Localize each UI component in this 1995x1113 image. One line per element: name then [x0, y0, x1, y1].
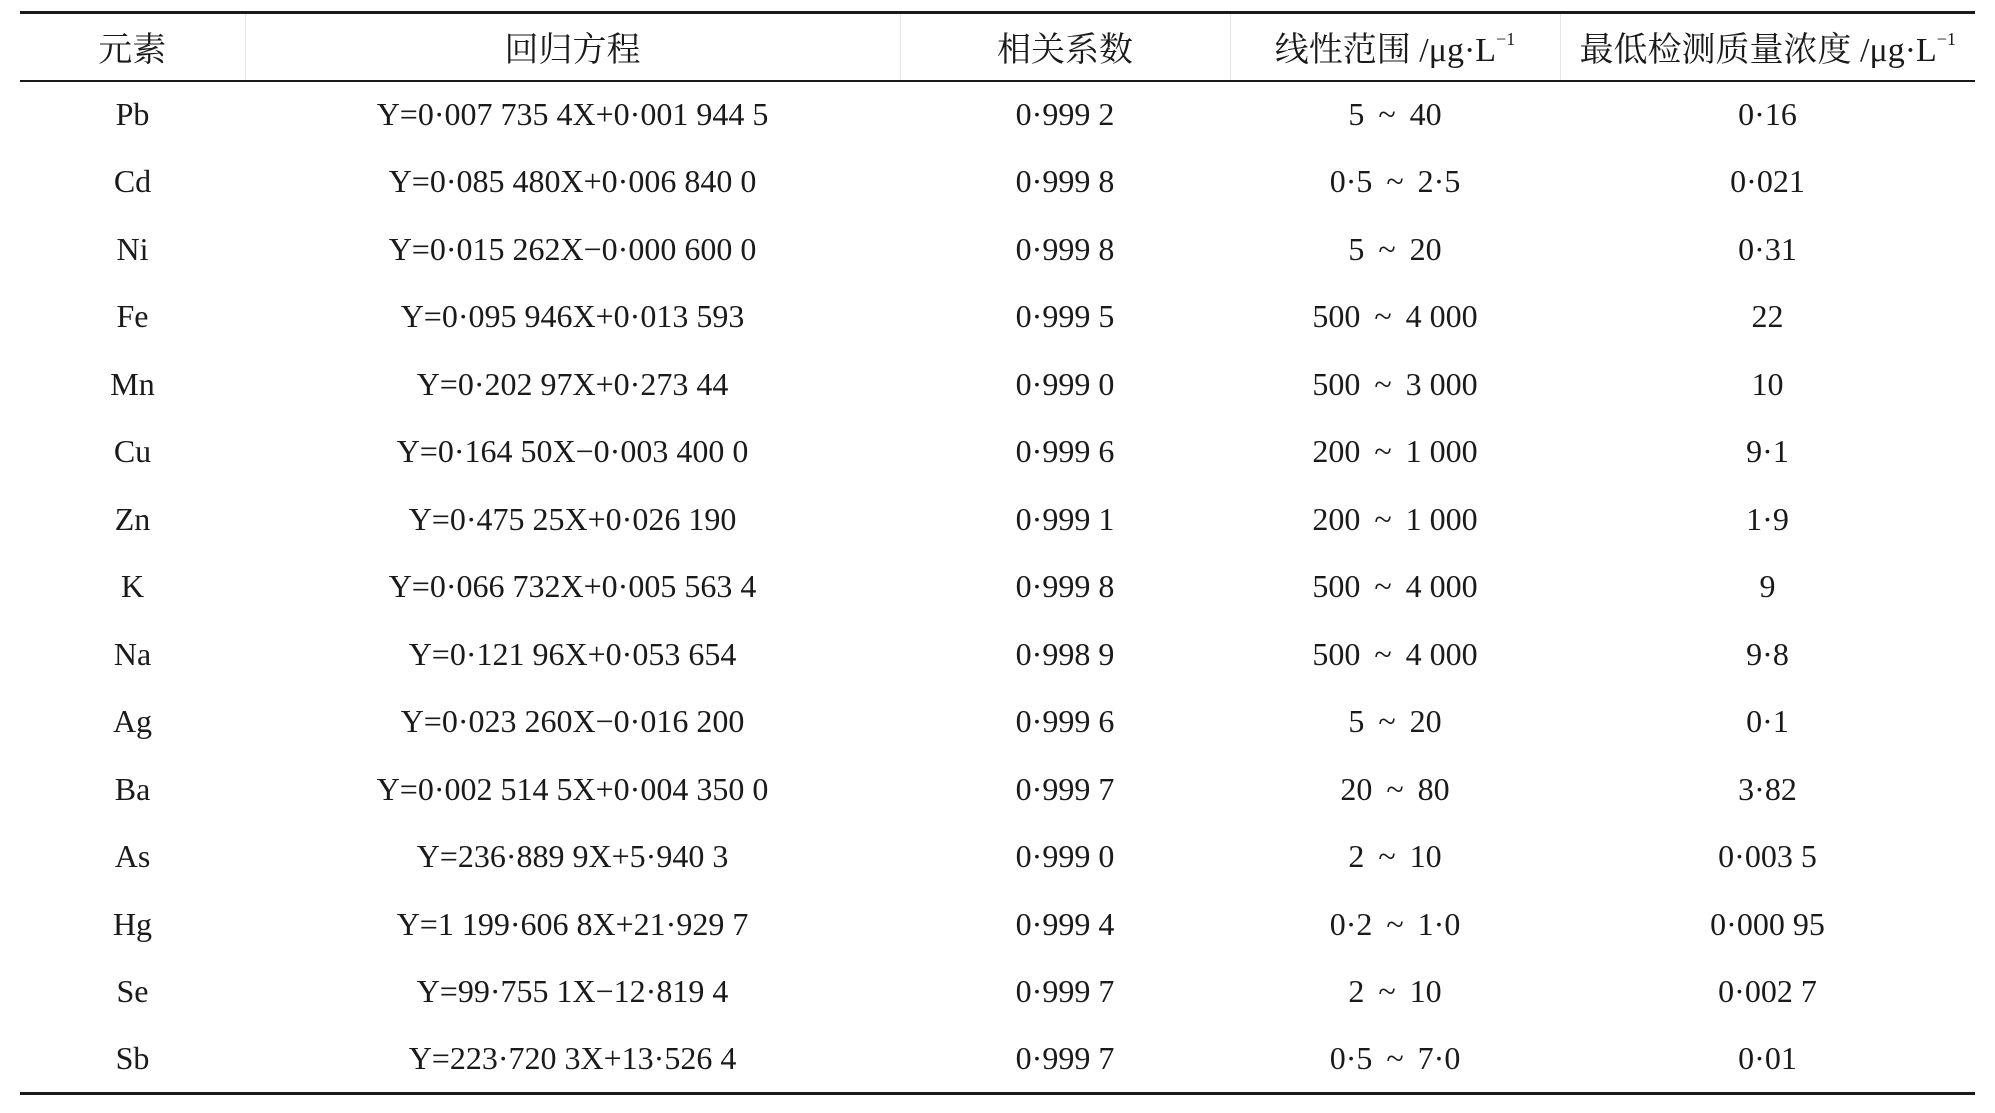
- cell-element: K: [120, 568, 145, 605]
- cell-detection-limit: 0·003 5: [1718, 838, 1817, 875]
- table-row: [20, 486, 1975, 554]
- cell-equation: Y=0·023 260X−0·016 200: [400, 703, 745, 740]
- range-separator: ~: [1374, 500, 1392, 537]
- cell-detection-limit: 0·16: [1738, 96, 1797, 133]
- cell-element: Zn: [114, 500, 151, 537]
- cell-correlation: 0·999 6: [1015, 433, 1115, 470]
- cell-equation: Y=0·066 732X+0·005 563 4: [388, 568, 757, 605]
- range-low: 200: [1312, 433, 1361, 470]
- header-linear-range-label: 线性范围: [1274, 32, 1411, 70]
- cell-linear-range: [1230, 216, 1560, 284]
- cell-correlation: 0·999 8: [1015, 568, 1115, 605]
- range-low: 2: [1348, 973, 1365, 1010]
- cell-linear-range: [1230, 553, 1560, 621]
- range-low: 500: [1312, 365, 1361, 402]
- header-correlation-label: 相关系数: [997, 32, 1133, 70]
- cell-correlation: 0·999 6: [1015, 703, 1115, 740]
- header-detection-limit-exponent: −1: [1936, 29, 1956, 50]
- cell-detection-limit: 0·002 7: [1718, 973, 1817, 1010]
- table-row: [20, 688, 1975, 756]
- header-correlation: [900, 13, 1230, 81]
- table-row: [20, 958, 1975, 1026]
- range-low: 200: [1312, 500, 1361, 537]
- header-element: [20, 13, 245, 81]
- cell-element: Ag: [112, 703, 153, 740]
- cell-correlation: 0·999 1: [1015, 500, 1115, 537]
- range-low: 5: [1348, 230, 1365, 267]
- cell-linear-range: [1230, 958, 1560, 1026]
- range-high: 1·0: [1417, 905, 1461, 942]
- table-row: [20, 621, 1975, 689]
- cell-detection-limit: 0·01: [1560, 1026, 1975, 1094]
- cell-equation: Y=0·164 50X−0·003 400 0: [396, 433, 749, 470]
- range-separator: ~: [1378, 973, 1396, 1010]
- cell-element: Sb: [20, 1026, 245, 1094]
- header-linear-range-unit: /μg·L: [1410, 32, 1497, 70]
- range-separator: ~: [1386, 905, 1404, 942]
- range-high: 4 000: [1405, 298, 1478, 335]
- cell-correlation: 0·999 7: [1015, 770, 1115, 807]
- cell-element: Ba: [114, 770, 151, 807]
- range-high: 4 000: [1405, 568, 1478, 605]
- range-separator: ~: [1386, 163, 1404, 200]
- cell-correlation: 0·999 0: [1015, 838, 1115, 875]
- range-low: 0·5: [1329, 1040, 1373, 1076]
- range-high: 40: [1409, 96, 1442, 133]
- cell-detection-limit: 9·8: [1746, 635, 1789, 672]
- range-separator: ~: [1378, 230, 1396, 267]
- cell-detection-limit: 1·9: [1746, 500, 1789, 537]
- cell-element: Na: [113, 635, 152, 672]
- range-low: 2: [1348, 838, 1365, 875]
- cell-equation: Y=99·755 1X−12·819 4: [416, 973, 729, 1010]
- cell-linear-range: [1230, 283, 1560, 351]
- cell-equation: Y=1 199·606 8X+21·929 7: [396, 905, 749, 942]
- cell-equation: Y=0·475 25X+0·026 190: [408, 500, 737, 537]
- cell-element: Hg: [112, 905, 153, 942]
- cell-correlation: 0·999 0: [1015, 365, 1115, 402]
- table-row: [20, 216, 1975, 284]
- cell-detection-limit: 0·000 95: [1710, 905, 1825, 942]
- header-equation: [245, 13, 900, 81]
- cell-linear-range: [1230, 1026, 1560, 1094]
- table-header: [20, 13, 1975, 81]
- table-row: [20, 148, 1975, 216]
- header-element-label: 元素: [98, 32, 167, 70]
- cell-correlation: 0·999 8: [1015, 163, 1115, 200]
- cell-linear-range: [1230, 81, 1560, 149]
- header-detection-limit-label: 最低检测质量浓度: [1579, 32, 1852, 70]
- range-separator: ~: [1374, 433, 1392, 470]
- cell-linear-range: [1230, 823, 1560, 891]
- table-row: [20, 81, 1975, 149]
- cell-detection-limit: 0·021: [1730, 163, 1805, 200]
- range-low: 0·2: [1329, 905, 1373, 942]
- range-separator: ~: [1386, 1040, 1404, 1076]
- cell-detection-limit: 0·1: [1746, 703, 1789, 740]
- table-row: [20, 283, 1975, 351]
- cell-linear-range: [1230, 486, 1560, 554]
- range-separator: ~: [1374, 365, 1392, 402]
- calibration-table: [20, 11, 1975, 1095]
- cell-linear-range: [1230, 756, 1560, 824]
- calibration-table-wrapper: [20, 11, 1975, 1095]
- cell-correlation: 0·998 9: [1015, 635, 1115, 672]
- cell-equation: Y=0·095 946X+0·013 593: [400, 298, 745, 335]
- range-separator: ~: [1374, 298, 1392, 335]
- table-row: [20, 891, 1975, 959]
- cell-linear-range: [1230, 418, 1560, 486]
- range-separator: ~: [1386, 770, 1404, 807]
- cell-element: Se: [116, 973, 149, 1010]
- cell-detection-limit: 10: [1751, 365, 1784, 402]
- table-body: [20, 81, 1975, 1094]
- table-row: [20, 1026, 1975, 1094]
- table-row: [20, 823, 1975, 891]
- table-row: [20, 553, 1975, 621]
- cell-linear-range: [1230, 891, 1560, 959]
- range-low: 500: [1312, 635, 1361, 672]
- range-low: 0·5: [1329, 163, 1373, 200]
- cell-correlation: 0·999 5: [1015, 298, 1115, 335]
- cell-equation: Y=0·121 96X+0·053 654: [408, 635, 737, 672]
- cell-linear-range: [1230, 351, 1560, 419]
- range-high: 2·5: [1417, 163, 1461, 200]
- header-row: [20, 13, 1975, 81]
- range-separator: ~: [1378, 838, 1396, 875]
- range-separator: ~: [1374, 635, 1392, 672]
- cell-element: Cd: [113, 163, 152, 200]
- cell-equation: Y=0·202 97X+0·273 44: [416, 365, 729, 402]
- cell-equation: Y=223·720 3X+13·526 4: [245, 1026, 900, 1094]
- table-row: [20, 756, 1975, 824]
- cell-correlation: 0·999 7: [900, 1026, 1230, 1094]
- range-high: 10: [1409, 973, 1442, 1010]
- cell-detection-limit: 9·1: [1746, 433, 1789, 470]
- range-high: 4 000: [1405, 635, 1478, 672]
- range-low: 5: [1348, 703, 1365, 740]
- range-low: 5: [1348, 96, 1365, 133]
- header-linear-range: [1230, 13, 1560, 81]
- range-separator: ~: [1374, 568, 1392, 605]
- range-high: 10: [1409, 838, 1442, 875]
- header-equation-label: 回归方程: [504, 32, 641, 70]
- cell-equation: Y=0·085 480X+0·006 840 0: [388, 163, 757, 200]
- range-low: 20: [1340, 770, 1373, 807]
- range-separator: ~: [1378, 96, 1396, 133]
- cell-element: Pb: [115, 96, 150, 133]
- range-high: 20: [1409, 703, 1442, 740]
- range-high: 20: [1409, 230, 1442, 267]
- cell-element: Mn: [110, 365, 155, 402]
- cell-equation: Y=0·015 262X−0·000 600 0: [388, 230, 757, 267]
- cell-correlation: 0·999 7: [1015, 973, 1115, 1010]
- cell-element: Cu: [113, 433, 152, 470]
- cell-linear-range: [1230, 621, 1560, 689]
- cell-correlation: 0·999 8: [1015, 230, 1115, 267]
- cell-detection-limit: 3·82: [1738, 770, 1797, 807]
- cell-equation: Y=236·889 9X+5·940 3: [416, 838, 729, 875]
- cell-detection-limit: 9: [1759, 568, 1776, 605]
- cell-detection-limit: 22: [1751, 298, 1784, 335]
- cell-detection-limit: 0·31: [1738, 230, 1797, 267]
- range-low: 500: [1312, 568, 1361, 605]
- cell-equation: Y=0·007 735 4X+0·001 944 5: [376, 96, 769, 133]
- cell-element: As: [114, 838, 151, 875]
- header-detection-limit-unit: /μg·L: [1851, 32, 1937, 70]
- cell-linear-range: [1230, 688, 1560, 756]
- header-linear-range-exponent: −1: [1496, 29, 1516, 50]
- range-high: 3 000: [1405, 365, 1478, 402]
- cell-correlation: 0·999 2: [1015, 96, 1115, 133]
- table-row: [20, 351, 1975, 419]
- header-detection-limit: [1560, 13, 1975, 81]
- cell-element: Fe: [116, 298, 149, 335]
- cell-linear-range: [1230, 148, 1560, 216]
- range-high: 80: [1417, 770, 1450, 807]
- range-high: 7·0: [1417, 1040, 1461, 1076]
- range-high: 1 000: [1405, 433, 1478, 470]
- cell-equation: Y=0·002 514 5X+0·004 350 0: [376, 770, 769, 807]
- range-low: 500: [1312, 298, 1361, 335]
- table-row: [20, 418, 1975, 486]
- cell-correlation: 0·999 4: [1015, 905, 1115, 942]
- range-high: 1 000: [1405, 500, 1478, 537]
- cell-element: Ni: [116, 230, 149, 267]
- range-separator: ~: [1378, 703, 1396, 740]
